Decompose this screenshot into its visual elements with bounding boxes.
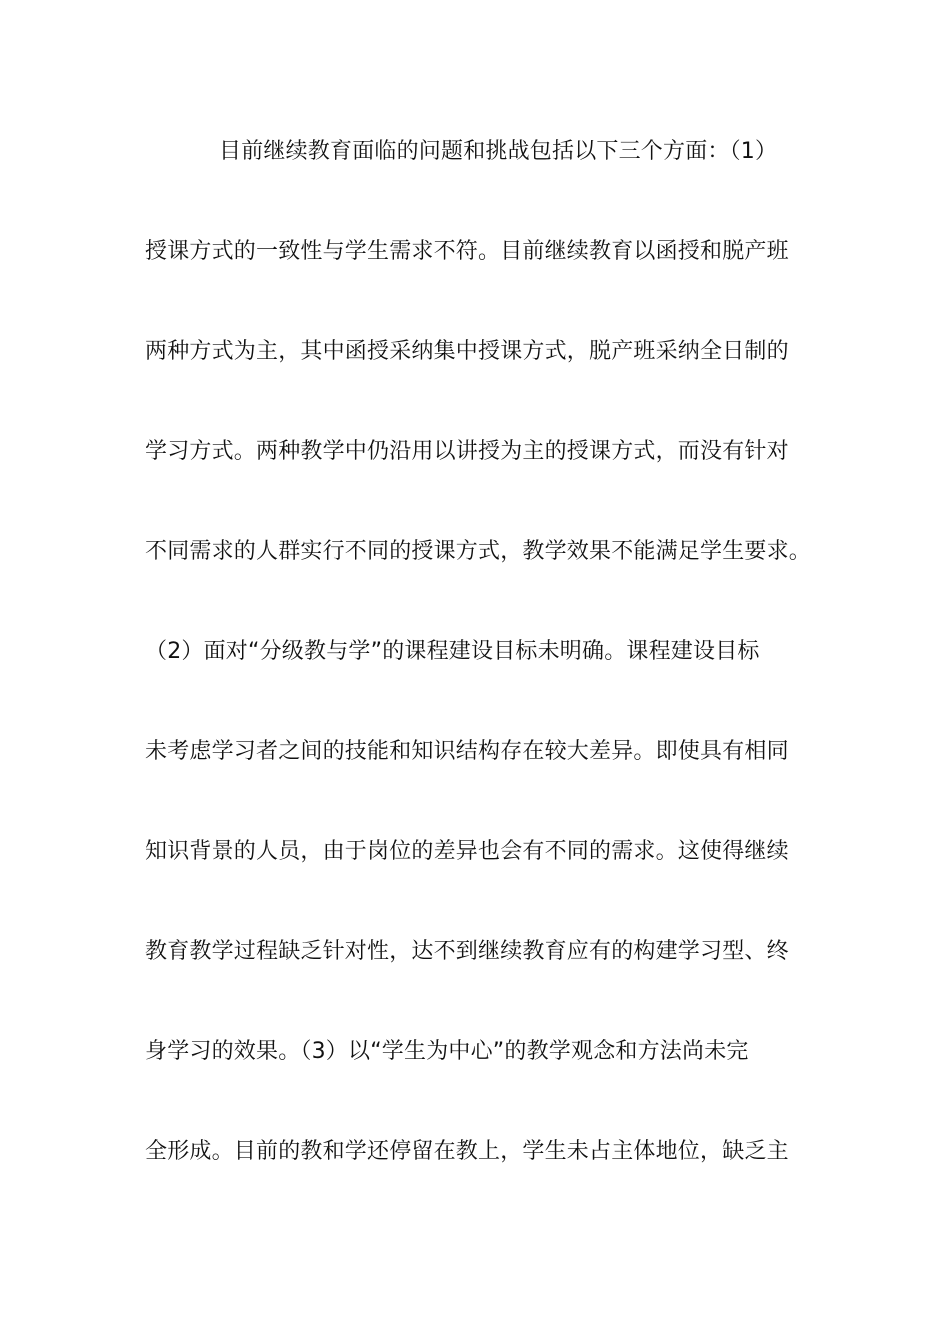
body-paragraph — [145, 127, 825, 1227]
text-line: 教育教学过程缺乏针对性，达不到继续教育应有的构建学习型、终 — [145, 939, 789, 964]
text-line: 目前继续教育面临的问题和挑战包括以下三个方面：（1） — [219, 139, 778, 164]
text-line: （2）面对“分级教与学”的课程建设目标未明确。课程建设目标 — [145, 639, 760, 664]
text-line: 身学习的效果。（3）以“学生为中心”的教学观念和方法尚未完 — [145, 1039, 749, 1064]
text-line: 知识背景的人员，由于岗位的差异也会有不同的需求。这使得继续 — [145, 839, 789, 864]
text-line: 两种方式为主，其中函授采纳集中授课方式，脱产班采纳全日制的 — [145, 339, 789, 364]
text-line: 不同需求的人群实行不同的授课方式，教学效果不能满足学生要求。 — [145, 539, 812, 564]
text-line: 学习方式。两种教学中仍沿用以讲授为主的授课方式，而没有针对 — [145, 439, 789, 464]
text-line: 全形成。目前的教和学还停留在教上，学生未占主体地位，缺乏主 — [145, 1139, 789, 1164]
text-line: 未考虑学习者之间的技能和知识结构存在较大差异。即使具有相同 — [145, 739, 789, 764]
text-line: 授课方式的一致性与学生需求不符。目前继续教育以函授和脱产班 — [145, 239, 789, 264]
